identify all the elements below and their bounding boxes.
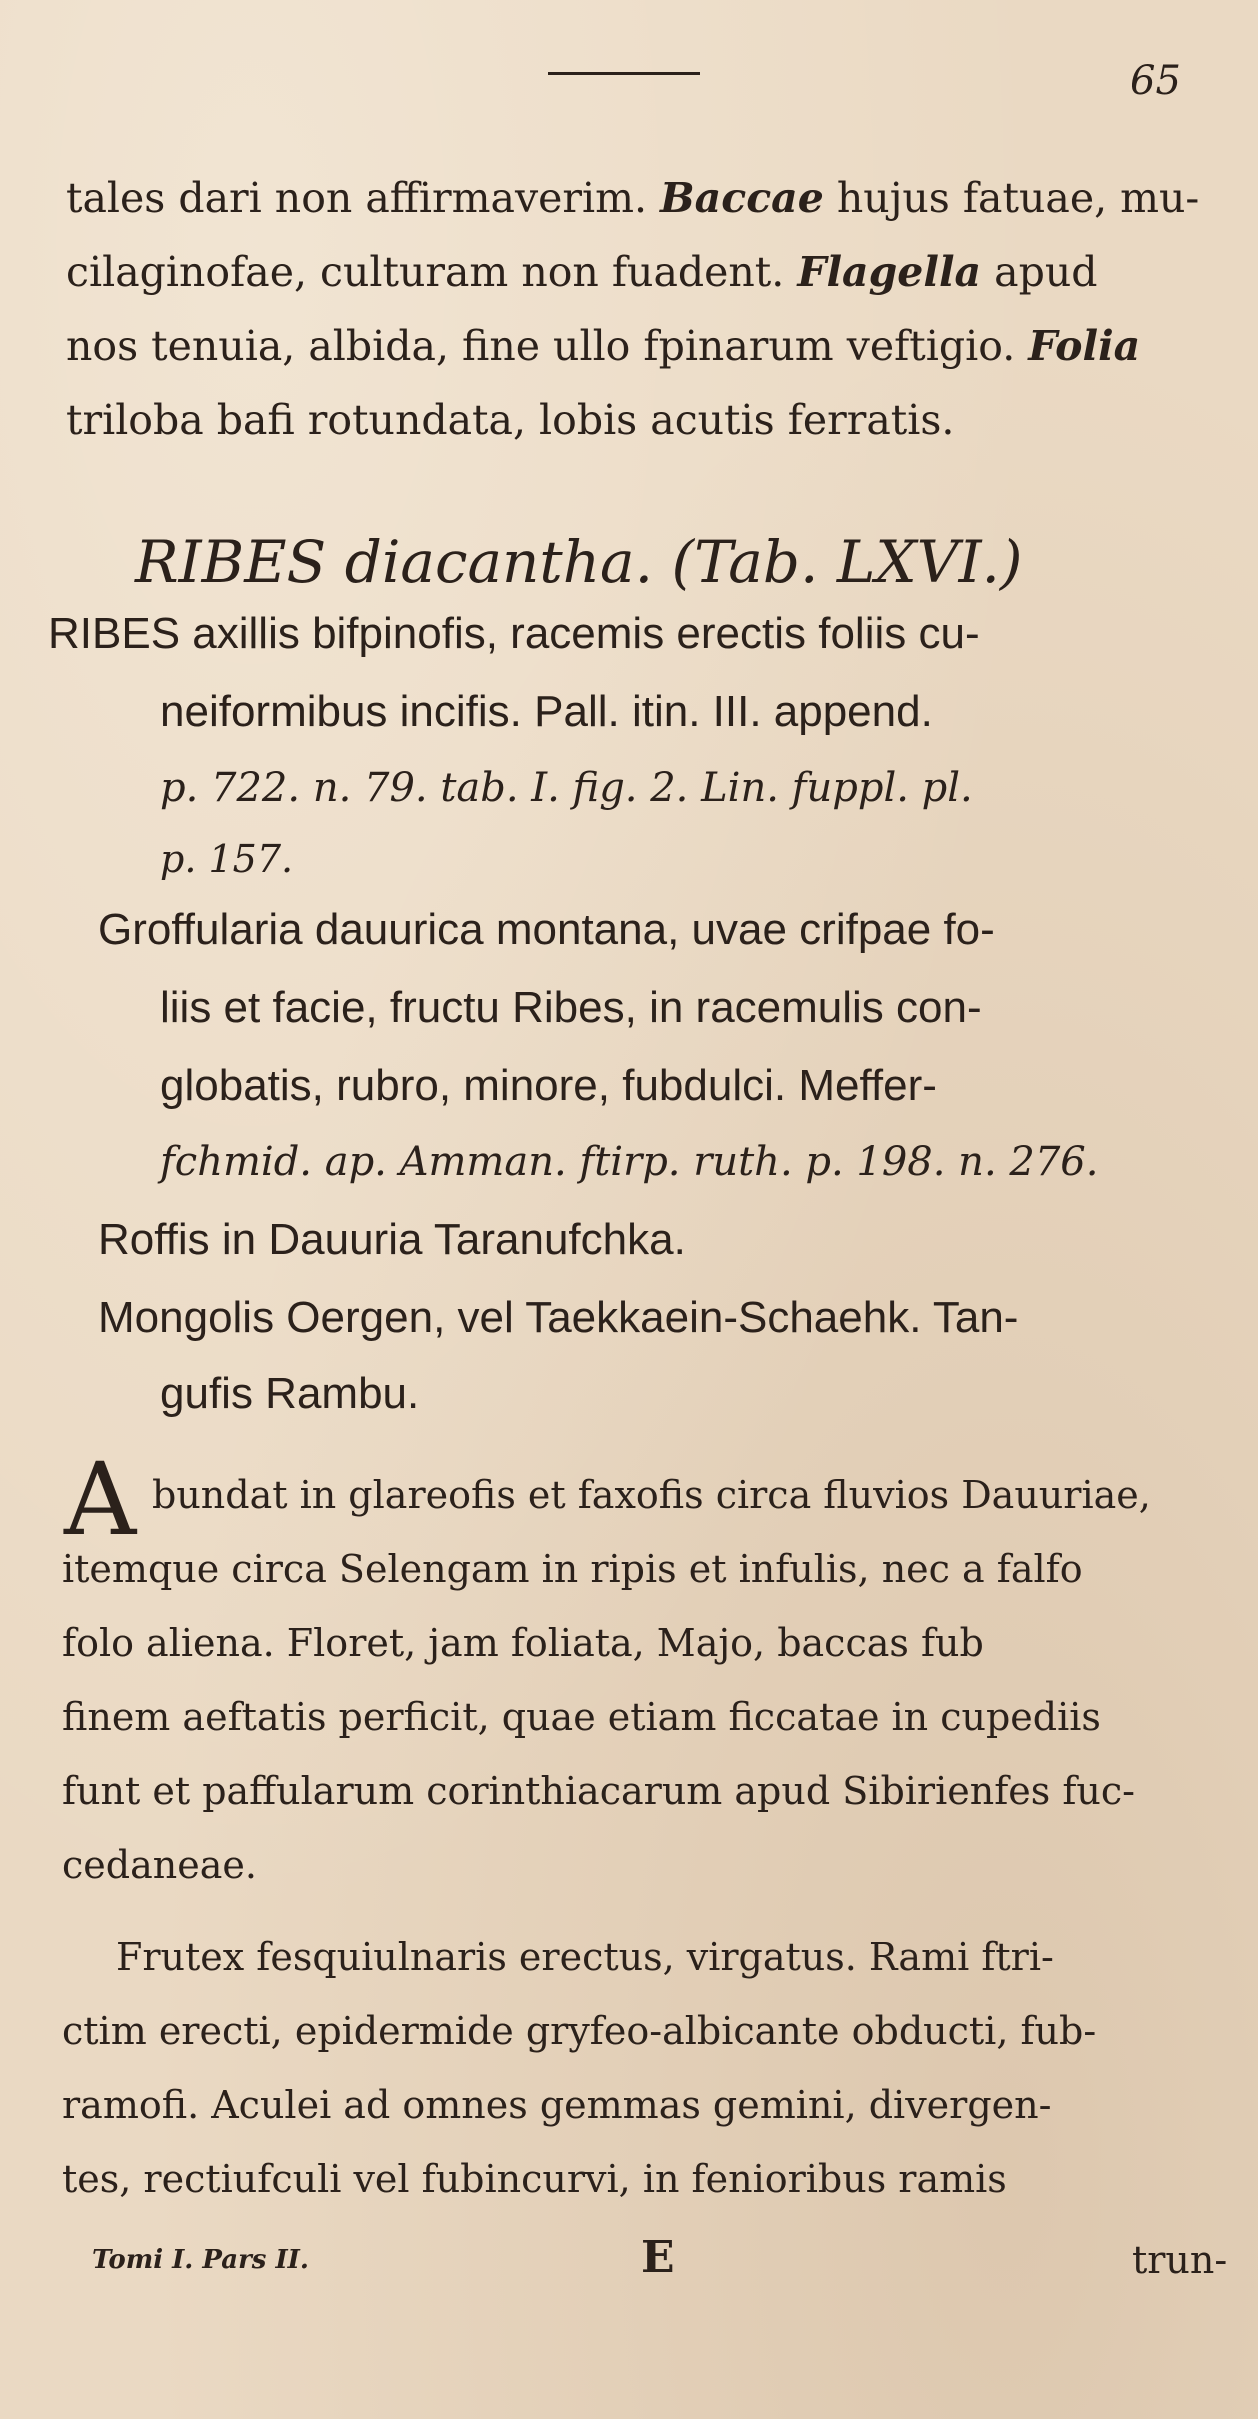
text-line: itemque circa Selengam in ripis et infulis, nec a falfo [62,1547,1083,1591]
synonym-line: Mongolis Oergen, vel Taekkaein-Schaehk. Tan- [98,1293,1019,1342]
text-line: Frutex fesquiulnaris erectus, virgatus. Rami ftri- [116,1935,1054,1979]
synonym-line: liis et facie, fructu Ribes, in racemulis con- [160,983,982,1032]
synonym-line: RIBES axillis bifpinofis, racemis erectis foliis cu- [48,609,980,658]
drop-cap: A [64,1441,137,1558]
text-line: ramofi. Aculei ad omnes gemmas gemini, divergen- [62,2083,1052,2127]
text-line: folo aliena. Floret, jam foliata, Majo, baccas fub [62,1621,984,1665]
synonym-line: p. 157. [160,837,294,881]
text-line: ctim erecti, epidermide gryfeo-albicante obducti, fub- [62,2009,1097,2053]
text-line: nos tenuia, albida, fine ullo fpinarum veftigio. Folia [66,322,1141,370]
text-line: cedaneae. [62,1843,257,1887]
synonym-line: neiformibus incifis. Pall. itin. III. append. [160,687,933,736]
gathering-letter: E [641,2232,675,2283]
signature-mark: Tomi I. Pars II. [92,2245,309,2275]
text-line: tes, rectiufculi vel fubincurvi, in fenioribus ramis [62,2157,1007,2201]
synonym-line: Roffis in Dauuria Taranufchka. [98,1215,686,1264]
text-line: finem aeftatis perficit, quae etiam ficcatae in cupediis [62,1695,1101,1739]
text-line: tales dari non affirmaverim. Baccae hujus fatuae, mu- [66,174,1200,222]
text-line: bundat in glareofis et faxofis circa fluvios Dauuriae, [152,1473,1151,1517]
page-number: 65 [1130,58,1181,104]
text-line: funt et paffularum corinthiacarum apud Sibirienfes fuc- [62,1769,1135,1813]
synonym-line: Groffularia dauurica montana, uvae crifpae fo- [98,905,995,954]
synonym-line: fchmid. ap. Amman. ftirp. ruth. p. 198. n. 276. [160,1139,1099,1185]
catchword: trun- [1132,2238,1228,2282]
synonym-line: p. 722. n. 79. tab. I. fig. 2. Lin. fuppl. pl. [160,765,973,811]
text-line: triloba bafi rotundata, lobis acutis ferratis. [66,396,955,444]
text-line: cilaginofae, culturam non fuadent. Flagella apud [66,248,1098,296]
species-heading: RIBES diacantha. (Tab. LXVI.) [135,528,1023,596]
synonym-line: gufis Rambu. [160,1369,420,1418]
synonym-line: globatis, rubro, minore, fubdulci. Meffer- [160,1061,937,1110]
header-rule [548,72,700,75]
